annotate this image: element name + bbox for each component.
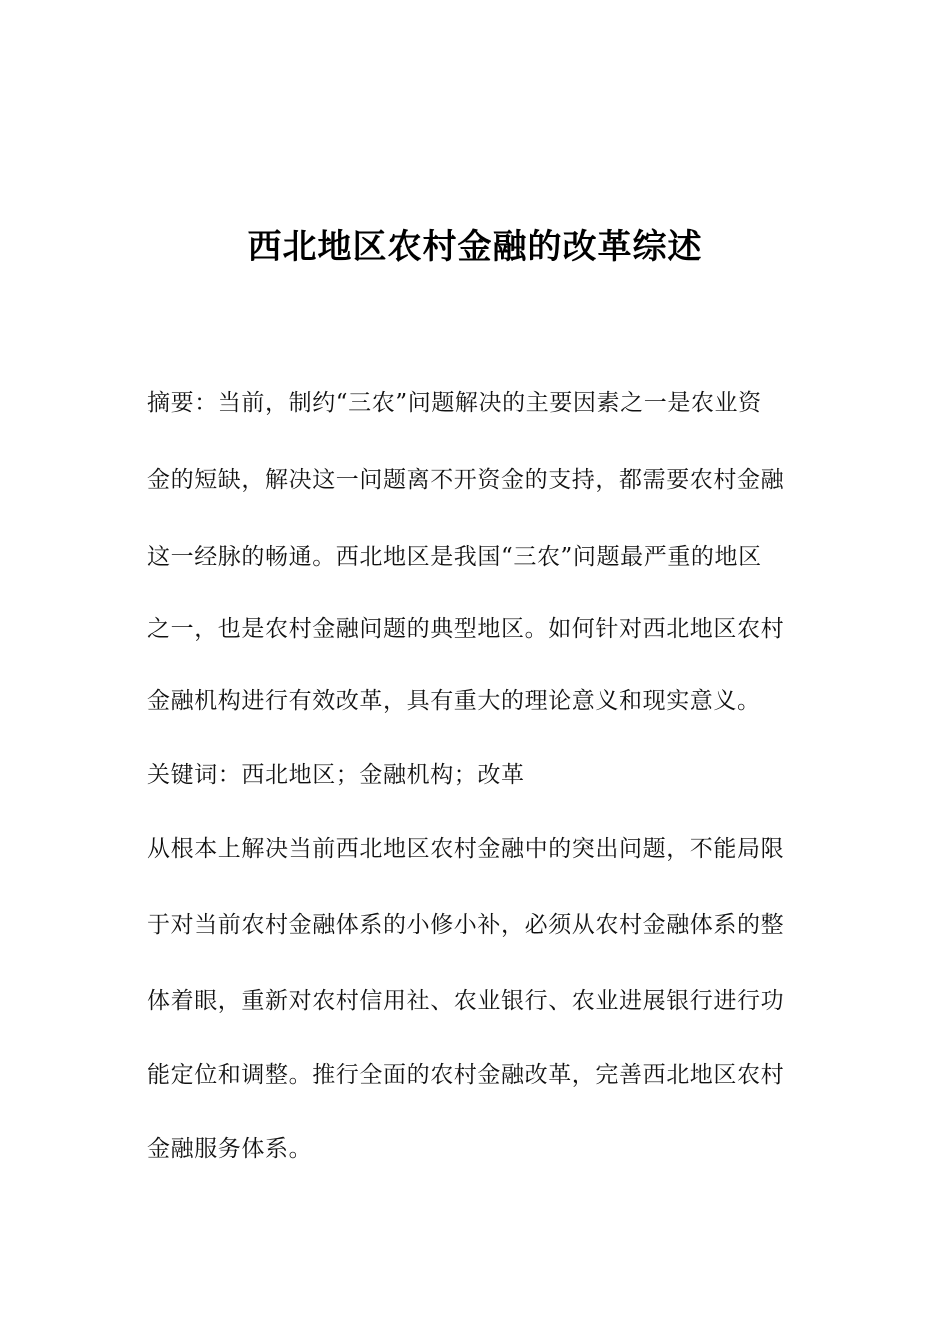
abstract-line: 金融机构进行有效改革，具有重大的理论意义和现实意义。: [147, 688, 761, 714]
body-line: 从根本上解决当前西北地区农村金融中的突出问题，不能局限: [147, 836, 785, 862]
abstract-line: 金的短缺，解决这一问题离不开资金的支持，都需要农村金融: [147, 467, 785, 493]
abstract-line: 这一经脉的畅通。西北地区是我国“三农”问题最严重的地区: [147, 544, 762, 570]
abstract-line: 之一，也是农村金融问题的典型地区。如何针对西北地区农村: [147, 616, 785, 642]
document-title: 西北地区农村金融的改革综述: [247, 227, 703, 267]
body-line: 金融服务体系。: [147, 1136, 313, 1162]
body-line: 能定位和调整。推行全面的农村金融改革，完善西北地区农村: [147, 1062, 785, 1088]
body-line: 于对当前农村金融体系的小修小补，必须从农村金融体系的整: [147, 912, 785, 938]
abstract-line: 摘要：当前，制约“三农”问题解决的主要因素之一是农业资: [147, 390, 762, 416]
keywords-line: 关键词：西北地区；金融机构；改革: [147, 762, 525, 788]
body-line: 体着眼，重新对农村信用社、农业银行、农业进展银行进行功: [147, 988, 785, 1014]
